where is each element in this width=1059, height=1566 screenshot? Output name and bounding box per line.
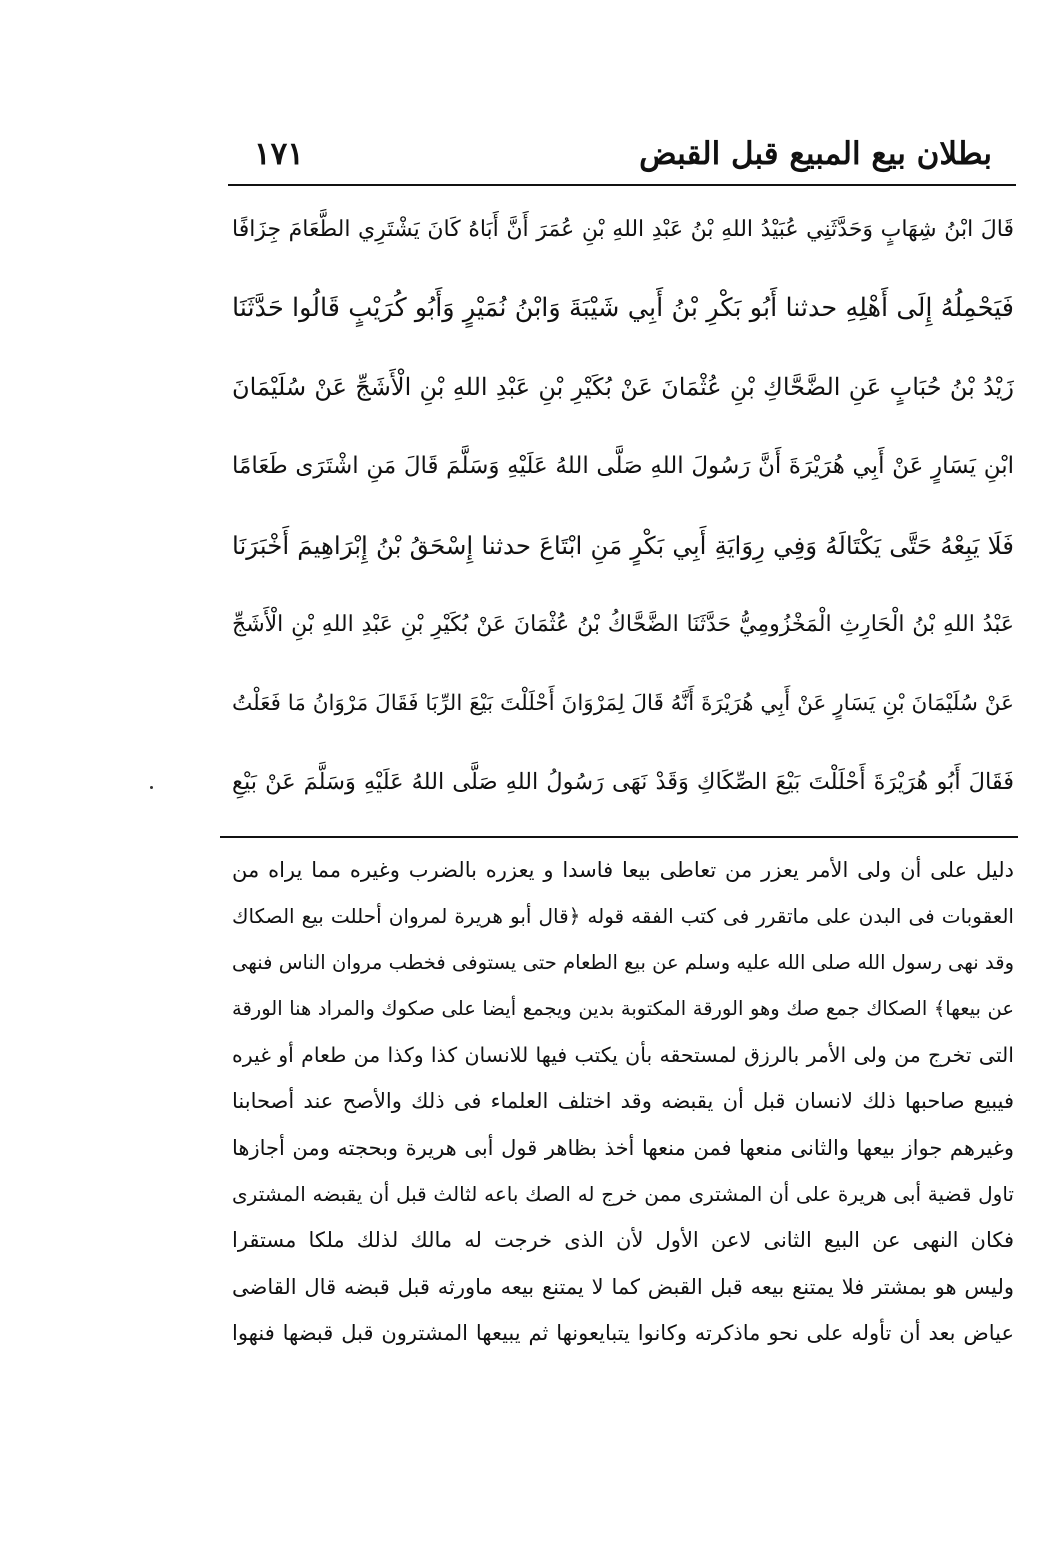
text-line: زَيْدُ بْنُ حُبَابٍ عَنِ الضَّحَّاكِ بْنِ عُثْمَانَ عَنْ بُكَيْرِ بْنِ عَبْدِ اللهِ بْنِ الْأَشَجِّ عَنْ سُلَيْمَانَ: [232, 373, 1014, 401]
note-line: دليل على أن ولى الأمر يعزر من تعاطى بيعا فاسدا و يعزره بالضرب وغيره مما يراه من: [232, 858, 1014, 882]
note-line: فكان النهى عن البيع الثانى لاعن الأول لأن الذى خرجت له مالك لذلك ملكا مستقرا: [232, 1228, 1014, 1253]
note-line: عياض بعد أن تأوله على نحو ماذكرته وكانوا يتبايعونها ثم يبيعها المشترون قبل قبضها فنهوا: [232, 1320, 1014, 1345]
hadith-text: [232, 190, 1014, 822]
note-line: وليس هو بمشتر فلا يمتنع بيعه قبل القبض كما لا يمتنع بيعه ماورثه قبل قبضه قال القاضى: [232, 1274, 1014, 1299]
note-line: العقوبات فى البدن على ماتقرر فى كتب الفقه قوله ﴿قال أبو هريرة لمروان أحللت بيع الصكاك: [232, 904, 1014, 929]
note-line: فيبيع صاحبها ذلك لانسان قبل أن يقبضه وقد اختلف العلماء فى ذلك والأصح عند أصحابنا: [232, 1089, 1014, 1114]
running-title: بطلان بيع المبيع قبل القبض: [639, 136, 992, 172]
text-line: فَلَا يَبِعْهُ حَتَّى يَكْتَالَهُ وَفِي رِوَايَةِ أَبِي بَكْرٍ مَنِ ابْتَاعَ حدثنا إِسْحَقُ بْنُ إِبْرَاهِيمَ أَخْبَرَنَا: [232, 531, 1014, 560]
text-line: فَيَحْمِلُهُ إِلَى أَهْلِهِ حدثنا أَبُو بَكْرِ بْنُ أَبِي شَيْبَةَ وَابْنُ نُمَيْرٍ وَأَبُو كُرَيْبٍ قَالُوا حَدَّثَنَا: [232, 293, 1014, 323]
text-line: عَنْ سُلَيْمَانَ بْنِ يَسَارٍ عَنْ أَبِي هُرَيْرَةَ أَنَّهُ قَالَ لِمَرْوَانَ أَحْلَلْتَ بَيْعَ الرِّبَا فَقَالَ مَرْوَانُ مَا فَعَلْتُ: [232, 691, 1014, 716]
scan-speck: [150, 786, 153, 789]
note-line: التى تخرج من ولى الأمر بالرزق لمستحقه بأن يكتب فيها للانسان كذا وكذا من طعام أو غيره: [232, 1043, 1014, 1068]
header-rule: [228, 184, 1016, 186]
text-line: ابْنِ يَسَارٍ عَنْ أَبِي هُرَيْرَةَ أَنَّ رَسُولَ اللهِ صَلَّى اللهُ عَلَيْهِ وَسَلَّمَ قَالَ مَنِ اشْتَرَى طَعَامًا: [232, 453, 1014, 479]
note-line: تاول قضية أبى هريرة على أن المشترى ممن خرج له الصك باعه لثالث قبل أن يقبضه المشترى: [232, 1182, 1014, 1207]
text-line: عَبْدُ اللهِ بْنُ الْحَارِثِ الْمَخْزُومِيُّ حَدَّثَنَا الضَّحَّاكُ بْنُ عُثْمَانَ عَنْ بُكَيْرِ بْنِ عَبْدِ اللهِ بْنِ الْأَشَجِّ: [232, 612, 1014, 637]
text-line: قَالَ ابْنُ شِهَابٍ وَحَدَّثَنِي عُبَيْدُ اللهِ بْنُ عَبْدِ اللهِ بْنِ عُمَرَ أَنَّ أَبَاهُ كَانَ يَشْتَرِي الطَّعَامَ جِزَافًا: [232, 217, 1014, 242]
note-line: وغيرهم جواز بيعها والثانى منعها فمن منعها أخذ بظاهر قول أبى هريرة وبحجته ومن أجازها: [232, 1135, 1014, 1160]
commentary-notes: [232, 847, 1014, 1356]
page-number: ١٧١: [254, 136, 304, 172]
footnote-separator: [220, 836, 1018, 838]
note-line: وقد نهى رسول الله صلى الله عليه وسلم عن بيع الطعام حتى يستوفى فخطب مروان الناس فنهى: [232, 950, 1014, 974]
note-line: عن بيعها﴾ الصكاك جمع صك وهو الورقة المكتوبة بدين ويجمع أيضا على صكوك والمراد هنا الورقة: [232, 996, 1014, 1020]
text-line: فَقَالَ أَبُو هُرَيْرَةَ أَحْلَلْتَ بَيْعَ الصِّكَاكِ وَقَدْ نَهَى رَسُولُ اللهِ صَلَّى اللهُ عَلَيْهِ وَسَلَّمَ عَنْ بَيْعِ: [232, 769, 1014, 795]
page-header: [228, 128, 1016, 182]
